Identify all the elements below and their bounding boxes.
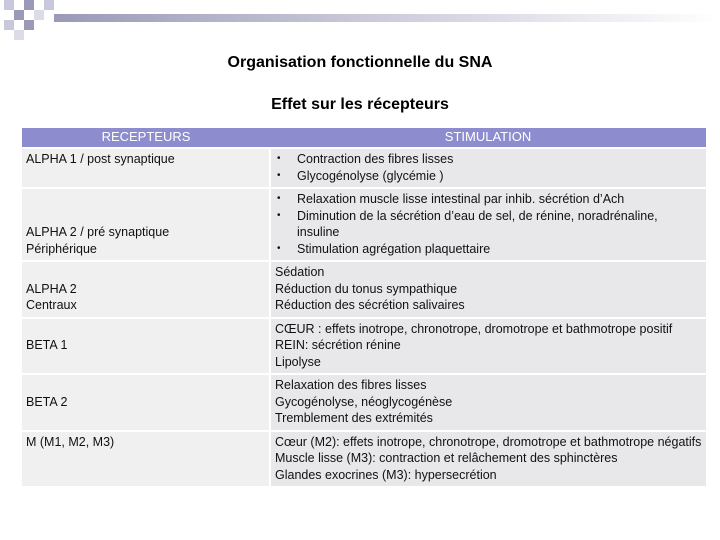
header-stimulation: STIMULATION	[270, 128, 706, 148]
stimulation-line: Muscle lisse (M3): contraction et relâchement des sphinctères	[275, 451, 618, 465]
stimulation-cell	[270, 188, 706, 261]
stimulation-line: REIN: sécrétion rénine	[275, 338, 401, 352]
table-row	[22, 261, 706, 318]
stimulation-cell	[270, 431, 706, 488]
list-item: • Relaxation muscle lisse intestinal par inhib. sécrétion d’Ach	[275, 191, 702, 208]
receptor-name: BETA 2	[26, 394, 68, 409]
stimulation-list	[275, 191, 702, 257]
receptor-name: M (M1, M2, M3)	[26, 434, 115, 449]
slide-subtitle: Effet sur les récepteurs	[271, 96, 449, 113]
header-receptors: RECEPTEURS	[22, 128, 270, 148]
stimulation-cell	[270, 148, 706, 188]
stimulation-line: Sédation	[275, 265, 325, 279]
stimulation-line: Gycogénolyse, néoglycogénèse	[275, 394, 453, 409]
table-header-row	[22, 128, 706, 148]
receptor-name: ALPHA 2	[26, 281, 77, 296]
receptor-cell	[22, 318, 270, 375]
stimulation-cell	[270, 261, 706, 318]
receptor-subname: Périphérique	[26, 241, 97, 256]
table-row	[22, 374, 706, 431]
receptor-table	[22, 128, 706, 488]
receptor-cell	[22, 188, 270, 261]
list-item: • Glycogénolyse (glycémie )	[275, 168, 702, 185]
slide-decoration	[0, 0, 720, 40]
stimulation-line: Réduction des sécrétion salivaires	[275, 298, 465, 312]
receptor-cell	[22, 431, 270, 488]
receptor-cell	[22, 374, 270, 431]
stimulation-line: Glandes exocrines (M3): hypersecrétion	[275, 467, 497, 482]
slide-title: Organisation fonctionnelle du SNA	[227, 54, 493, 71]
stimulation-line: Lipolyse	[275, 354, 321, 369]
stimulation-list	[275, 151, 702, 184]
stimulation-line: Réduction du tonus sympathique	[275, 281, 458, 296]
stimulation-cell	[270, 374, 706, 431]
table-row	[22, 148, 706, 188]
list-item: • Contraction des fibres lisses	[275, 151, 702, 168]
list-item: • Stimulation agrégation plaquettaire	[275, 241, 702, 258]
receptor-name: ALPHA 1 / post synaptique	[26, 152, 175, 166]
receptor-cell	[22, 261, 270, 318]
stimulation-cell	[270, 318, 706, 375]
stimulation-line: Tremblement des extrémités	[275, 411, 433, 425]
table-row	[22, 431, 706, 488]
stimulation-line: CŒUR : effets inotrope, chronotrope, dromotrope et bathmotrope positif	[275, 321, 673, 336]
receptor-name: ALPHA 2 / pré synaptique	[26, 225, 170, 239]
stimulation-line: Cœur (M2): effets inotrope, chronotrope, dromotrope et bathmotrope négatifs	[275, 434, 702, 449]
stimulation-line: Relaxation des fibres lisses	[275, 378, 427, 392]
table-row	[22, 318, 706, 375]
receptor-subname: Centraux	[26, 298, 77, 312]
receptor-name: BETA 1	[26, 338, 68, 352]
receptor-cell	[22, 148, 270, 188]
list-item: • Diminution de la sécrétion d’eau de sel, de rénine, noradrénaline, insuline	[275, 208, 702, 241]
table-row	[22, 188, 706, 261]
